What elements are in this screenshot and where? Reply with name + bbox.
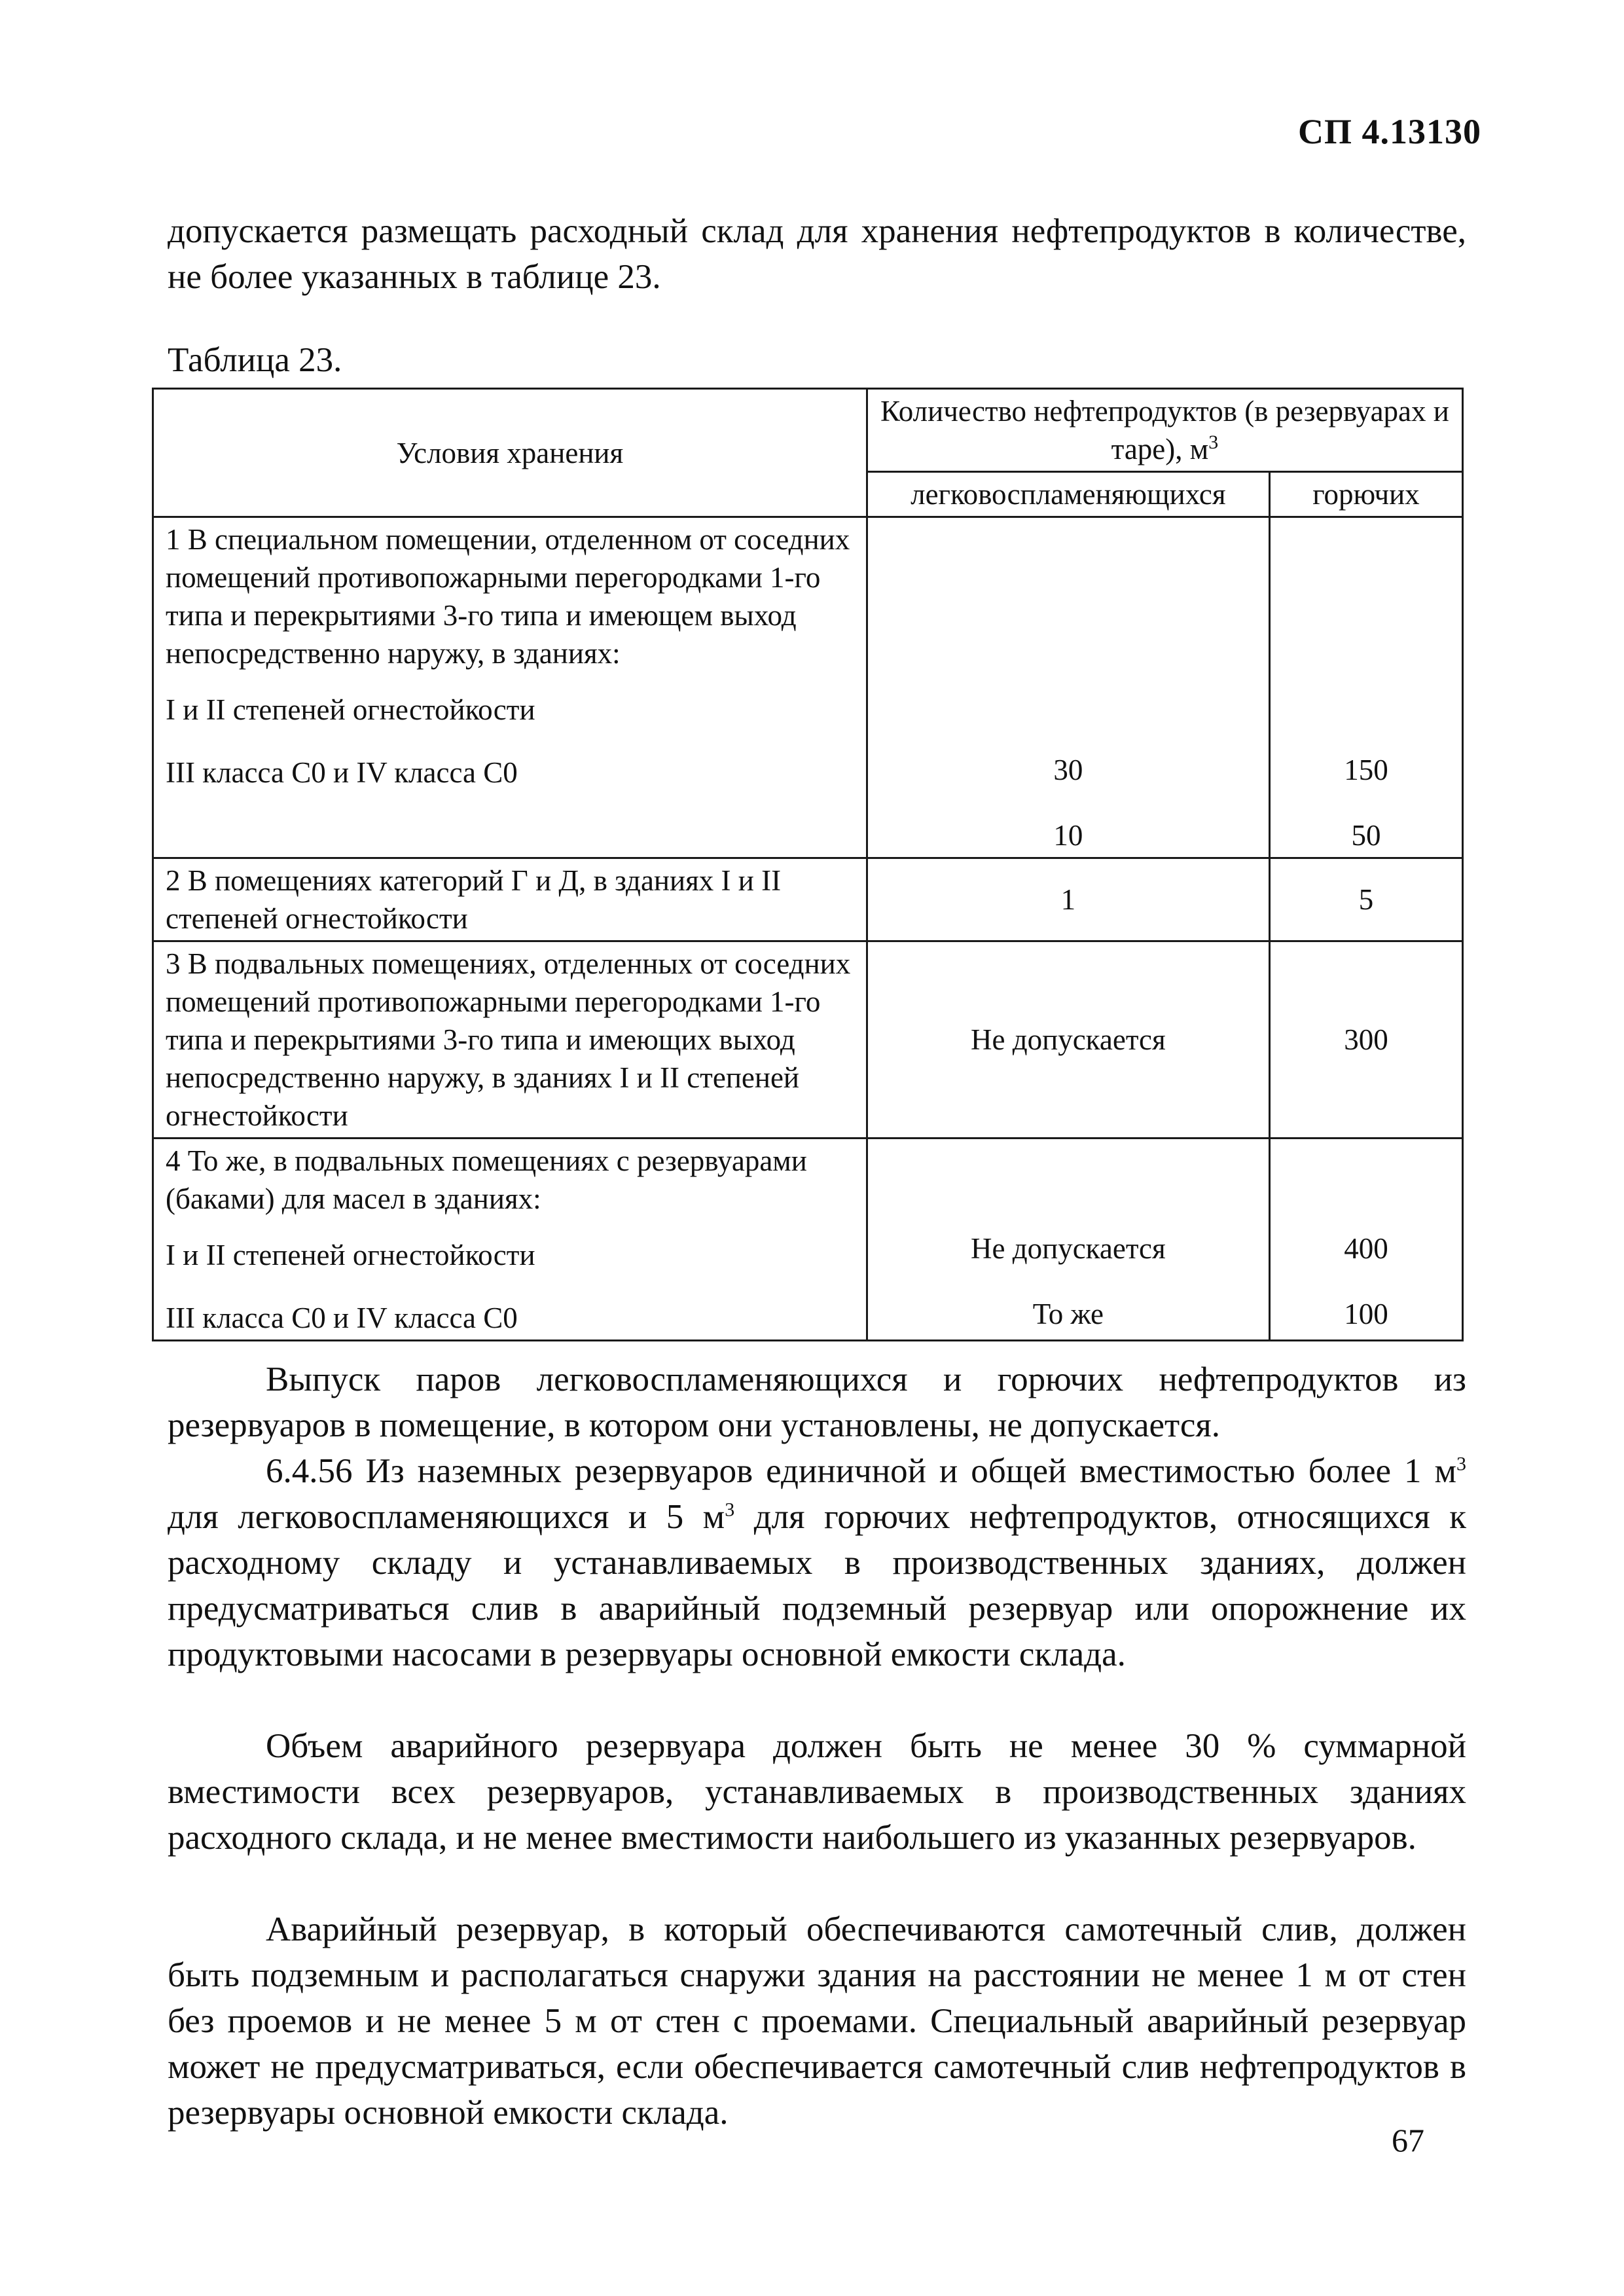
paragraph-emergency-volume: Объем аварийного резервуара должен быть не менее 30 % суммарной вместимости всех резервуаров, устанавливаемых в производственных зданиях расходного склада, и не менее вместимости наибольшего из указанных резервуаров. (168, 1727, 1466, 1857)
row-combustible-cell (1269, 517, 1462, 858)
table-row (153, 941, 1463, 1139)
paragraph-vapor-release: Выпуск паров легковоспламеняющихся и горючих нефтепродуктов из резервуаров в помещение, в котором они установлены, не допускается. (168, 1360, 1466, 1444)
document-code: СП 4.13130 (1298, 112, 1481, 151)
row-value: Не допускается (867, 941, 1269, 1139)
header-combustible: горючих (1269, 472, 1462, 517)
row-condition: 4 То же, в подвальных помещениях с резервуарами (баками) для масел в зданиях: (166, 1144, 807, 1215)
row-flammable-cell (867, 1139, 1269, 1341)
paragraph-6-4-56 (168, 1448, 1466, 1677)
table-header-row (153, 389, 1463, 472)
row-value: 30 (1053, 754, 1083, 786)
paragraph-text: 6.4.56 Из наземных резервуаров единичной и общей вместимостью более 1 м (266, 1452, 1456, 1490)
row-subcondition: I и II степеней огнестойкости (166, 693, 535, 726)
row-value: 100 (1344, 1298, 1388, 1330)
row-condition-cell (153, 1139, 867, 1341)
row-condition: 3 В подвальных помещениях, отделенных от соседних помещений противопожарными перегородками 1-го типа и перекрытиями 3-го типа и имеющих выход непосредственно наружу, в зданиях I и II степеней огнестойкости (153, 941, 867, 1139)
row-value: 5 (1269, 858, 1462, 941)
row-value: 1 (867, 858, 1269, 941)
table-caption: Таблица 23. (168, 341, 342, 379)
header-quantity-sup: 3 (1208, 431, 1219, 453)
row-value: 50 (1351, 819, 1381, 852)
table-row (153, 858, 1463, 941)
row-flammable-cell (867, 517, 1269, 858)
table-row (153, 1139, 1463, 1341)
header-flammable: легковоспламеняющихся (867, 472, 1269, 517)
row-subcondition: III класса С0 и IV класса С0 (166, 756, 518, 789)
row-subcondition: I и II степеней огнестойкости (166, 1239, 535, 1271)
row-combustible-cell (1269, 1139, 1462, 1341)
paragraph-emergency-tank: Аварийный резервуар, в который обеспечиваются самотечный слив, должен быть подземным и располагаться снаружи здания на расстоянии не менее 1 м от стен без проемов и не менее 5 м от стен с проемами. Специальный аварийный резервуар может не предусматриваться, если обеспечивается самотечный слив нефтепродуктов в резервуары основной емкости склада. (168, 1910, 1466, 2132)
row-condition: 2 В помещениях категорий Г и Д, в зданиях I и II степеней огнестойкости (153, 858, 867, 941)
paragraph-text: для легковоспламеняющихся и 5 м (168, 1498, 725, 1536)
header-quantity-text: Количество нефтепродуктов (в резервуарах и таре), м (880, 395, 1449, 465)
superscript: 3 (1456, 1453, 1466, 1475)
row-value: 300 (1269, 941, 1462, 1139)
row-subcondition: III класса С0 и IV класса С0 (166, 1302, 518, 1334)
header-quantity (867, 389, 1462, 472)
row-condition-cell (153, 517, 867, 858)
storage-conditions-table (152, 388, 1464, 1341)
row-value: 400 (1344, 1232, 1388, 1265)
intro-paragraph: допускается размещать расходный склад для хранения нефтепродуктов в количестве, не более указанных в таблице 23. (168, 212, 1466, 296)
table-row (153, 517, 1463, 858)
row-value: 10 (1053, 819, 1083, 852)
row-value: Не допускается (971, 1232, 1166, 1265)
row-value: То же (1032, 1298, 1104, 1330)
page-number: 67 (1392, 2122, 1424, 2159)
header-conditions: Условия хранения (153, 389, 867, 517)
superscript: 3 (725, 1499, 735, 1521)
paragraph-text: для горючих нефтепродуктов, относящихся к расходному складу и устанавливаемых в производственных зданиях, должен предусматриваться слив в аварийный подземный резервуар или опорожнение их продуктовыми насосами в резервуары основной емкости склада. (168, 1498, 1466, 1673)
row-condition: 1 В специальном помещении, отделенном от соседних помещений противопожарными перегородками 1-го типа и перекрытиями 3-го типа и имеющем выход непосредственно наружу, в зданиях: (166, 523, 850, 670)
row-value: 150 (1344, 754, 1388, 786)
